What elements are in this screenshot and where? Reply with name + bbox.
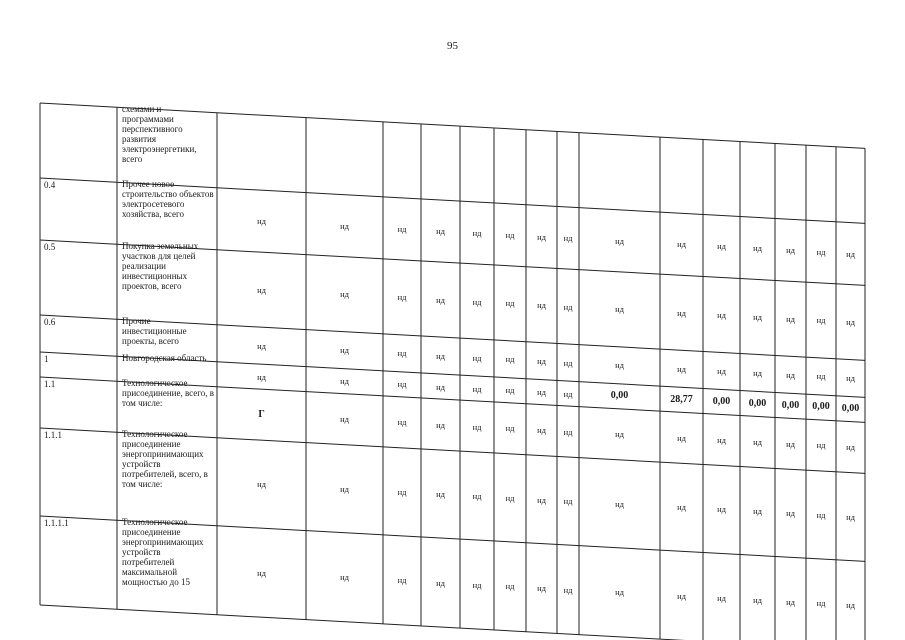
table-cell: 0,00: [812, 401, 830, 413]
table-cell: нд: [436, 294, 445, 305]
table-cell: нд: [340, 220, 349, 231]
row-name: Технологическое присоединение, всего, в том числе:: [122, 378, 214, 408]
table-cell: нд: [677, 307, 686, 318]
table-cell: нд: [846, 317, 855, 328]
row-code: 1.1.1.1: [44, 518, 69, 528]
table-cell: нд: [505, 354, 515, 365]
table-cell: нд: [677, 239, 686, 250]
table-cell: нд: [816, 440, 826, 451]
table-cell: нд: [846, 442, 855, 453]
table-cell: нд: [717, 434, 726, 445]
table-cell: нд: [786, 245, 795, 256]
table-cell: нд: [537, 425, 546, 436]
table-cell: нд: [615, 587, 624, 598]
row-code: 0.5: [44, 242, 56, 252]
table-cell: нд: [753, 436, 762, 447]
table-cell: нд: [786, 313, 795, 324]
table-cell: нд: [537, 494, 546, 505]
table-cell: нд: [436, 381, 445, 392]
table-cell: нд: [537, 583, 546, 594]
table-cell: нд: [472, 421, 482, 432]
table-cell: нд: [563, 388, 573, 399]
row-code: 1.1: [44, 379, 56, 389]
row-code: 1: [44, 354, 49, 364]
table-cell: нд: [563, 301, 573, 312]
table-cell: нд: [537, 356, 546, 367]
table-cell: нд: [257, 371, 266, 382]
table-cell: нд: [340, 414, 349, 425]
table-cell: нд: [472, 579, 482, 590]
table-cell: нд: [505, 229, 515, 240]
table-cell: нд: [846, 248, 855, 259]
table-cell: нд: [753, 594, 762, 605]
table-cell: нд: [397, 575, 407, 586]
row-border-8: [40, 605, 865, 640]
table-cell: нд: [257, 479, 266, 490]
row-code: 0.4: [44, 180, 56, 190]
table-cell: нд: [677, 590, 686, 601]
table-cell: нд: [677, 502, 686, 513]
table-cell: нд: [615, 235, 624, 246]
table-cell: нд: [753, 243, 762, 254]
table-cell: нд: [537, 387, 546, 398]
table-cell: нд: [340, 345, 349, 356]
row-name: Технологическое присоединение энергопринимающих устройств потребителей максимальной мощностью до 15: [122, 517, 204, 587]
row-code: 1.1.1: [44, 430, 62, 440]
table-cell: 0,00: [712, 395, 731, 407]
table-cell: нд: [563, 584, 573, 595]
row-name: Новгородская область: [122, 353, 207, 363]
table-cell: нд: [615, 360, 624, 371]
table-cell: нд: [397, 223, 407, 234]
table-cell: нд: [816, 246, 826, 257]
table-cell: нд: [563, 357, 573, 368]
table-cell: нд: [436, 577, 445, 588]
table-cell: нд: [397, 379, 407, 390]
table-cell: 0,00: [610, 390, 629, 402]
table-cell: нд: [505, 581, 515, 592]
table-cell: нд: [753, 311, 762, 322]
page-number: 95: [447, 40, 458, 52]
table-cell: нд: [340, 572, 349, 583]
table-cell: нд: [717, 309, 726, 320]
table-cell: нд: [615, 498, 624, 509]
table-cell: нд: [816, 371, 826, 382]
table-cell: нд: [436, 419, 445, 430]
table-cell: нд: [340, 289, 349, 300]
table-cell: нд: [563, 426, 573, 437]
table-cell: нд: [472, 491, 482, 502]
table-cell: 0,00: [841, 403, 860, 415]
row-name: Технологическое присоединение энергопринимающих устройств потребителей, всего, в том числе:: [122, 429, 208, 489]
table-cell: нд: [257, 340, 266, 351]
table-cell: нд: [257, 216, 266, 227]
table-cell: 28,77: [670, 393, 693, 405]
table-cell: Г: [258, 408, 265, 420]
table-cell: нд: [563, 496, 573, 507]
row-code: 0.6: [44, 317, 56, 327]
table-cell: нд: [753, 506, 762, 517]
table-cell: нд: [257, 567, 266, 578]
table-cell: нд: [786, 596, 795, 607]
table-cell: нд: [816, 315, 826, 326]
table-cell: нд: [472, 352, 482, 363]
table-cell: нд: [340, 376, 349, 387]
table-cell: нд: [717, 365, 726, 376]
table-cell: нд: [472, 228, 482, 239]
table-cell: нд: [846, 373, 855, 384]
table-cell: нд: [717, 241, 726, 252]
table-cell: нд: [472, 383, 482, 394]
row-name: Прочие инвестиционные проекты, всего: [122, 316, 187, 346]
table-cell: нд: [563, 233, 573, 244]
table-cell: нд: [846, 600, 855, 611]
table-cell: нд: [786, 369, 795, 380]
table-cell: нд: [397, 292, 407, 303]
table-cell: нд: [816, 598, 826, 609]
table-cell: нд: [677, 432, 686, 443]
table-cell: нд: [615, 304, 624, 315]
table-cell: 0,00: [781, 399, 800, 411]
table-cell: нд: [436, 489, 445, 500]
table-cell: нд: [505, 298, 515, 309]
table-cell: нд: [537, 300, 546, 311]
table-cell: нд: [505, 492, 515, 503]
table-cell: нд: [717, 592, 726, 603]
table-cell: нд: [505, 385, 515, 396]
row-name: Прочее новое строительство объектов электросетевого хозяйства, всего: [122, 179, 214, 219]
table-cell: 0,00: [748, 397, 767, 409]
table-cell: нд: [677, 363, 686, 374]
table-cell: нд: [397, 486, 407, 497]
table-cell: нд: [436, 226, 445, 237]
table-cell: нд: [340, 483, 349, 494]
table-cell: нд: [397, 417, 407, 428]
table-cell: нд: [753, 367, 762, 378]
table-cell: нд: [717, 504, 726, 515]
table-cell: нд: [816, 509, 826, 520]
table-cell: нд: [537, 231, 546, 242]
table-cell: нд: [615, 429, 624, 440]
table-cell: нд: [436, 350, 445, 361]
row-name: Покупка земельных участков для целей реализации инвестиционных проектов, всего: [122, 241, 199, 291]
table-cell: нд: [786, 438, 795, 449]
table-cell: нд: [505, 423, 515, 434]
table-cell: нд: [846, 511, 855, 522]
table-cell: нд: [472, 296, 482, 307]
table-cell: нд: [257, 284, 266, 295]
table-cell: нд: [786, 508, 795, 519]
table-cell: нд: [397, 348, 407, 359]
row-name: схемами и программами перспективного развития электроэнергетики, всего: [122, 104, 197, 164]
